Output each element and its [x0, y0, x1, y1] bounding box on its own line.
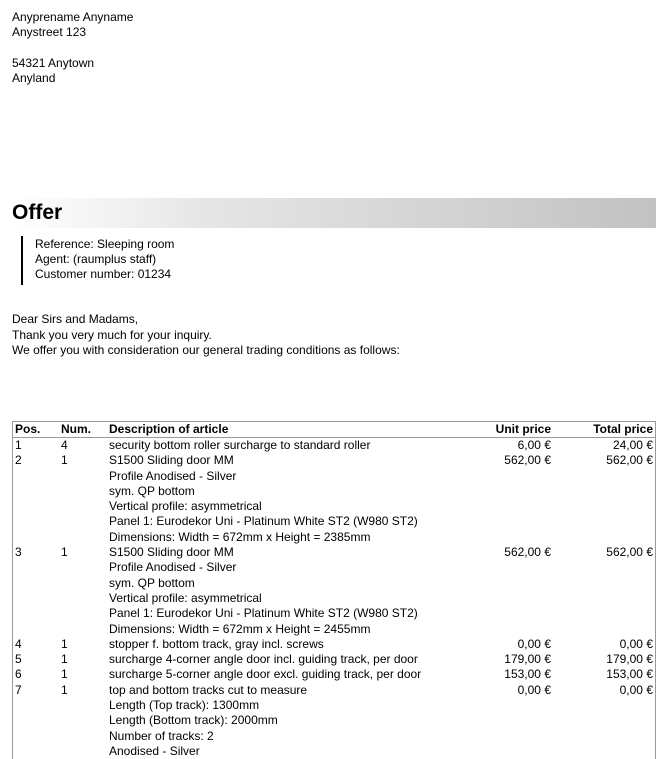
page-title: Offer [12, 201, 63, 224]
description-line: Dimensions: Width = 672mm x Height = 2385mm [109, 529, 371, 544]
cell-description [107, 545, 439, 637]
table-row [13, 637, 656, 652]
header-description: Description of article [107, 422, 439, 438]
recipient-street: Anystreet 123 [12, 25, 87, 39]
header-unit-price: Unit price [439, 422, 553, 438]
description-line: Profile Anodised - Silver [109, 560, 237, 575]
cell-total-price: 0,00 € [619, 682, 653, 697]
cell-pos: 4 [15, 636, 22, 651]
cell-unit-price: 562,00 € [504, 545, 551, 560]
description-line: Vertical profile: asymmetrical [109, 499, 262, 514]
table-row [13, 453, 656, 545]
description-line: Dimensions: Width = 672mm x Height = 2455mm [109, 621, 371, 636]
agent-line: Agent: (raumplus staff) [35, 252, 157, 266]
cell-pos: 3 [15, 545, 22, 560]
table-row [13, 652, 656, 667]
cell-total-price: 179,00 € [606, 652, 653, 667]
description-line: Length (Bottom track): 2000mm [109, 713, 278, 728]
description-line: S1500 Sliding door MM [109, 453, 234, 468]
header-num: Num. [59, 422, 107, 438]
description-line: S1500 Sliding door MM [109, 545, 234, 560]
offer-items-table [12, 421, 656, 759]
cell-total-price: 24,00 € [612, 438, 653, 452]
table-row [13, 683, 656, 759]
description-line: Anodised - Silver [109, 743, 200, 758]
table-row [13, 545, 656, 637]
cell-unit-price: 0,00 € [517, 636, 551, 651]
description-line: stopper f. bottom track, gray incl. screws [109, 636, 324, 651]
description-line: surcharge 4-corner angle door incl. guiding track, per door [109, 652, 418, 667]
cell-num: 1 [61, 652, 68, 667]
letter-line-1: Thank you very much for your inquiry. [12, 327, 212, 342]
recipient-city: 54321 Anytown [12, 56, 95, 70]
offer-title-bar [12, 198, 656, 228]
letter-body [12, 312, 400, 359]
cell-total-price: 562,00 € [606, 545, 653, 560]
recipient-country: Anyland [12, 71, 56, 85]
description-line: security bottom roller surcharge to standard roller [109, 438, 371, 452]
greeting: Dear Sirs and Madams, [12, 312, 139, 326]
cell-num: 1 [61, 667, 68, 682]
description-line: Panel 1: Eurodekor Uni - Platinum White ST2 (W980 ST2) [109, 606, 418, 621]
cell-total-price: 153,00 € [606, 667, 653, 682]
cell-pos: 2 [15, 453, 22, 468]
cell-num: 1 [61, 636, 68, 651]
cell-unit-price: 0,00 € [517, 682, 551, 697]
cell-num: 1 [61, 453, 68, 468]
table-row [13, 438, 656, 454]
cell-num: 1 [61, 682, 68, 697]
cell-num: 1 [61, 545, 68, 560]
description-line: Vertical profile: asymmetrical [109, 590, 262, 605]
cell-description [107, 683, 439, 759]
cell-unit-price: 562,00 € [504, 453, 551, 468]
cell-total-price: 562,00 € [606, 453, 653, 468]
description-line: Length (Top track): 1300mm [109, 698, 260, 713]
header-total-price: Total price [553, 422, 656, 438]
cell-description [107, 438, 439, 454]
cell-pos: 7 [15, 682, 22, 697]
cell-description [107, 637, 439, 652]
cell-unit-price: 153,00 € [504, 667, 551, 682]
cell-total-price: 0,00 € [619, 636, 653, 651]
table-header-row [13, 422, 656, 438]
header-pos: Pos. [13, 422, 60, 438]
description-line: Number of tracks: 2 [109, 728, 214, 743]
description-line: Panel 1: Eurodekor Uni - Platinum White ST2 (W980 ST2) [109, 514, 418, 529]
recipient-address [12, 10, 133, 86]
cell-description [107, 667, 439, 682]
cell-description [107, 652, 439, 667]
description-line: sym. QP bottom [109, 575, 195, 590]
cell-unit-price: 6,00 € [517, 438, 551, 452]
recipient-name: Anyprename Anyname [12, 10, 134, 24]
letter-line-2: We offer you with consideration our general trading conditions as follows: [12, 343, 400, 357]
cell-pos: 5 [15, 652, 22, 667]
cell-num: 4 [61, 438, 68, 452]
description-line: top and bottom tracks cut to measure [109, 682, 308, 697]
reference-line: Reference: Sleeping room [35, 237, 175, 251]
description-line: surcharge 5-corner angle door excl. guiding track, per door [109, 667, 422, 682]
description-line: sym. QP bottom [109, 483, 195, 498]
customer-number-line: Customer number: 01234 [35, 267, 172, 281]
cell-pos: 1 [15, 438, 22, 452]
cell-description [107, 453, 439, 545]
cell-pos: 6 [15, 667, 22, 682]
table-row [13, 667, 656, 682]
cell-unit-price: 179,00 € [504, 652, 551, 667]
reference-block [21, 236, 174, 285]
description-line: Profile Anodised - Silver [109, 468, 237, 483]
